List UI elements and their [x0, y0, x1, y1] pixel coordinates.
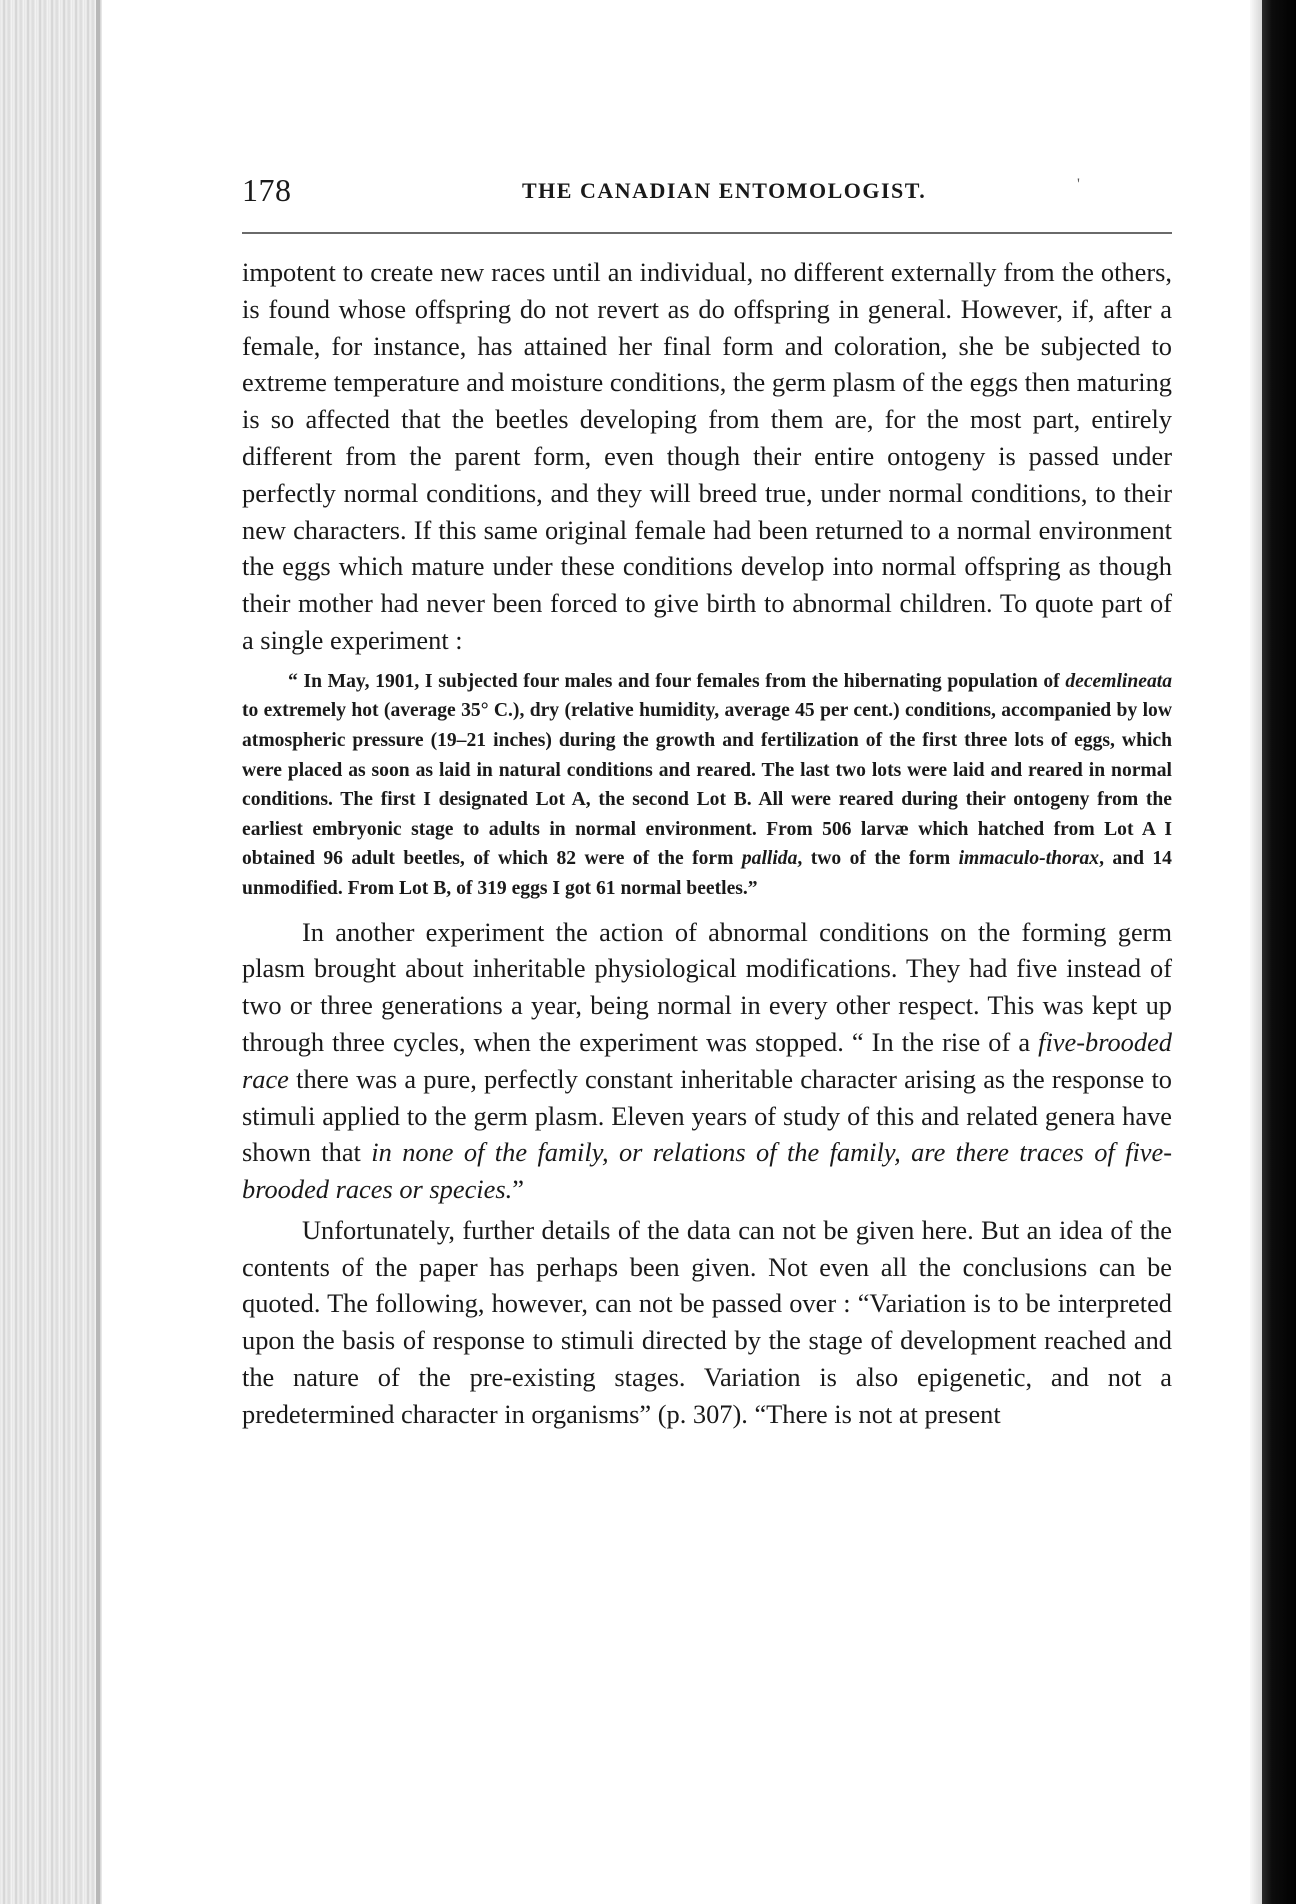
stray-mark: ' — [1077, 176, 1080, 193]
body-text — [242, 254, 1172, 1433]
page-right-margin — [1250, 0, 1262, 1904]
paragraph-1-text: impotent to create new races until an individual, no different externally from the others, is found whose offspring do not revert as do offspring in general. However, if, after a female, for instance, has attained her final form and coloration, she be subjected to extreme temperature and moisture conditions, the germ plasm of the eggs then maturing is so affected that the beetles developing from them are, for the most part, entirely different from the parent form, even though their entire ontogeny is passed under perfectly normal conditions, and they will breed true, under normal conditions, to their new characters. If this same original female had been returned to a normal environment the eggs which mature under these conditions develop into normal offspring as though their mother had never been forced to give birth to abnormal children. To quote part of a single experiment : — [242, 257, 1172, 655]
quote-text-4: , and 14 unmodified. From Lot B, of 319 eggs I got 61 normal beetles.” — [242, 848, 1172, 899]
quote-italic-immaculo: immaculo-thorax — [958, 848, 1100, 870]
block-quote — [242, 667, 1172, 904]
header-rule — [242, 232, 1172, 234]
quote-italic-species: decemlineata — [1065, 670, 1172, 692]
paragraph-2-italic-2: in none of the family, or relations of the family, are there traces of five-brooded races or species. — [242, 1137, 1173, 1205]
paragraph-2-text-3: ” — [512, 1174, 524, 1205]
quote-text-2: to extremely hot (average 35° C.), dry (relative humidity, average 45 per cent.) conditions, accompanied by low atmospheric pressure (19–21 inches) during the growth and fertilization of the first three lots of eggs, which were placed as soon as laid in natural conditions and reared. The last two lots were laid and reared in normal conditions. The first I designated Lot A, the second Lot B. All were reared during their ontogeny from the earliest embryonic stage to adults in normal environment. From 506 larvæ which hatched from Lot A I obtained 96 adult beetles, of which 82 were of the form — [242, 700, 1172, 870]
running-head — [242, 172, 1172, 216]
paragraph-3-text: Unfortunately, further details of the data can not be given here. But an idea of the contents of the paper has perhaps been given. Not even all the conclusions can be quoted. The following, however, can not be passed over : “Variation is to be interpreted upon the basis of response to stimuli directed by the stage of development reached and the nature of the pre-existing stages. Variation is also epigenetic, and not a predetermined character in organisms” (p. 307). “There is not at present — [242, 1214, 1172, 1429]
paragraph-2-italic-1: five-brooded race — [242, 1026, 1172, 1094]
page-right-edge — [1262, 0, 1296, 1904]
paragraph-3 — [242, 1212, 1172, 1433]
journal-title: THE CANADIAN ENTOMOLOGIST. — [522, 178, 927, 203]
quote-text-3: , two of the form — [797, 848, 959, 870]
page-left-edge — [0, 0, 102, 1904]
paragraph-2-text-2: there was a pure, perfectly constant inheritable character arising as the response to stimuli applied to the germ plasm. Eleven years of study of this and related genera have shown that — [242, 1063, 1172, 1168]
paragraph-1 — [242, 254, 1172, 659]
quote-italic-pallida: pallida — [741, 848, 798, 870]
paragraph-2-text-1: In another experiment the action of abnormal conditions on the forming germ plasm brought about inheritable physiological modifications. They had five instead of two or three generations a year, being normal in every other respect. This was kept up through three cycles, when the experiment was stopped. “ In the rise of a — [242, 916, 1172, 1057]
quote-text-1: “ In May, 1901, I subjected four males and four females from the hibernating population of — [288, 670, 1066, 692]
page-number: 178 — [242, 172, 292, 208]
paragraph-2 — [242, 914, 1172, 1208]
page-binding-line — [96, 0, 100, 1904]
